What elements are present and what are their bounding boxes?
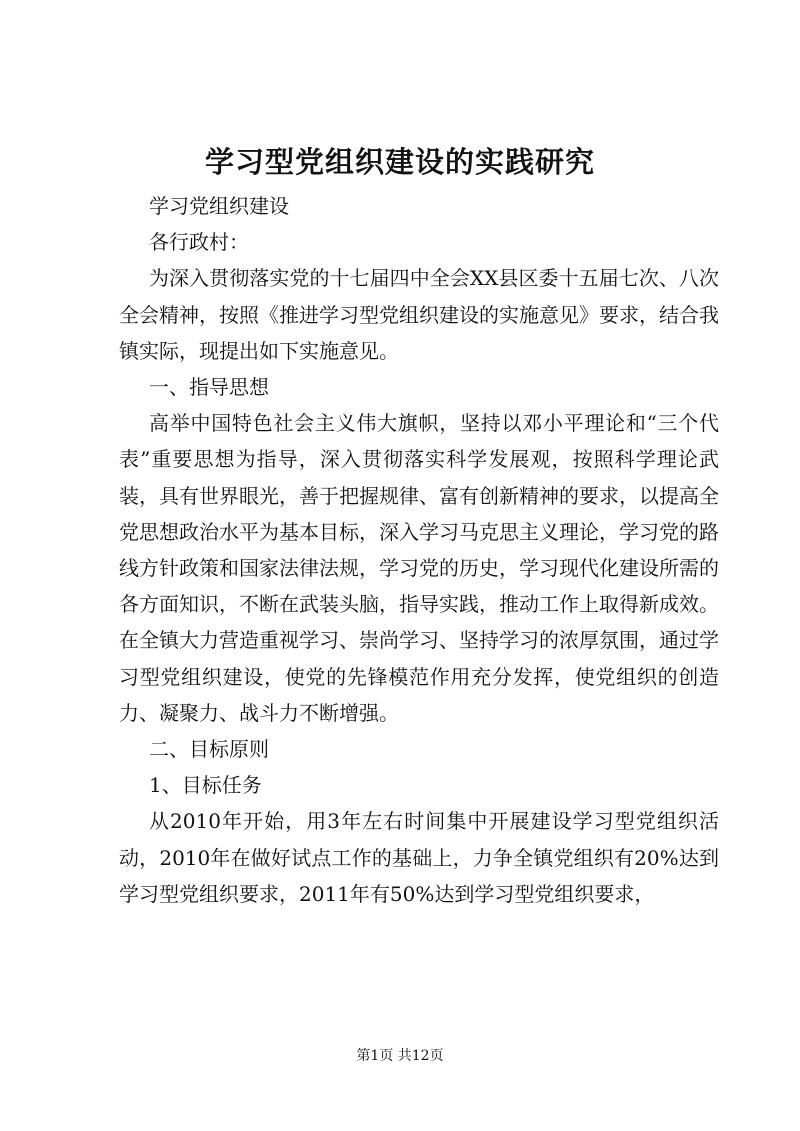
document-title: 学习型党组织建设的实践研究 xyxy=(204,145,595,179)
paragraph-subject: 学习党组织建设 xyxy=(149,194,289,218)
paragraph-guiding-thought: 高举中国特色社会主义伟大旗帜，坚持以邓小平理论和“三个代表”重要思想为指导，深入贯彻落实科学发展观，按照科学理论武装，具有世界眼光，善于把握规律、富有创新精神的要求，以提高全党思想政治水平为基本目标，深入学习马克思主义理论，学习党的路线方针政策和国家法律法规，学习党的历史，学习现代化建设所需的各方面知识，不断在武装头脑，指导实践，推动工作上取得新成效。在全镇大力营造重视学习、崇尚学习、坚持学习的浓厚氛围，通过学习型党组织建设，使党的先锋模范作用充分发挥，使党组织的创造力、凝聚力、战斗力不断增强。 xyxy=(119,411,719,725)
document-body xyxy=(119,188,719,912)
paragraph-salutation: 各行政村： xyxy=(149,230,249,255)
paragraph-goals: 从2010年开始，用3年左右时间集中开展建设学习型党组织活动，2010年在做好试点工作的基础上，力争全镇党组织有20%达到学习型党组织要求，2011年有50%达到学习型党组织要求， xyxy=(119,809,719,906)
section-heading-guiding-thought: 一、指导思想 xyxy=(149,375,269,400)
paragraph-intro: 为深入贯彻落实党的十七届四中全会XX县区委十五届七次、八次全会精神，按照《推进学习型党组织建设的实施意见》要求，结合我镇实际，现提出如下实施意见。 xyxy=(119,266,719,363)
subsection-heading-goals: 1、目标任务 xyxy=(149,773,262,798)
section-heading-goals-principles: 二、目标原则 xyxy=(149,737,269,762)
page-footer: 第1页 共12页 xyxy=(356,1048,444,1064)
